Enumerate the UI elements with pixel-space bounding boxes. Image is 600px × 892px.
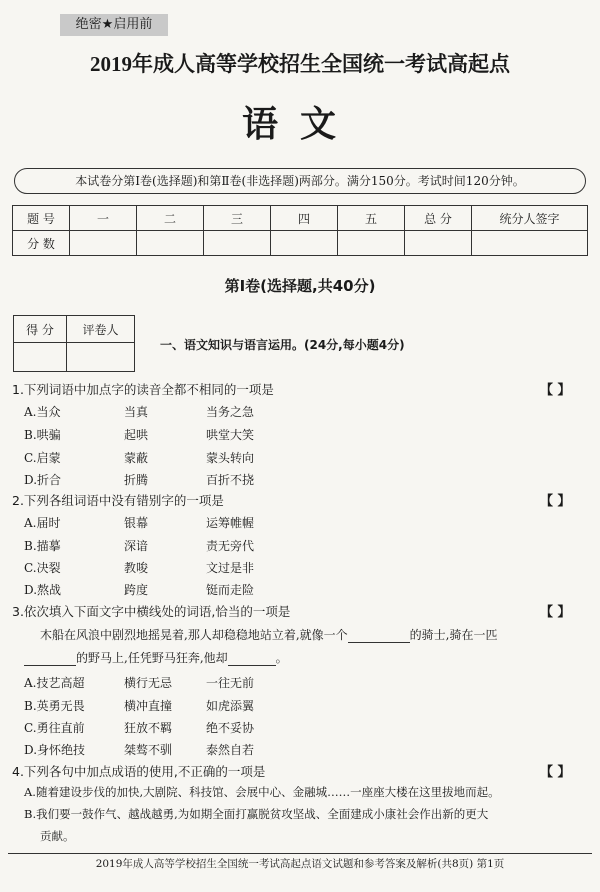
question-3-stem: 3.依次填入下面文字中横线处的词语,恰当的一项是 bbox=[12, 604, 291, 619]
answer-bracket[interactable]: 【 】 bbox=[540, 494, 571, 509]
grader-score-cell[interactable] bbox=[14, 343, 67, 372]
score-header-cell: 总 分 bbox=[405, 206, 472, 231]
q3-option-word: 一往无前 bbox=[206, 676, 255, 690]
score-header-cell: 统分人签字 bbox=[472, 206, 588, 231]
grader-name-label: 评卷人 bbox=[66, 316, 134, 343]
answer-bracket[interactable]: 【 】 bbox=[540, 383, 571, 398]
score-table bbox=[12, 205, 588, 256]
q3-passage-text: 的野马上,任凭野马狂奔,他却 bbox=[76, 651, 228, 665]
q1-option-b[interactable]: B.哄骗 bbox=[24, 428, 61, 442]
q2-option-a[interactable]: A.届时 bbox=[24, 516, 61, 530]
q2-option-word: 运筹帷幄 bbox=[206, 516, 255, 530]
section-heading: 一、语文知识与语言运用。(24分,每小题4分) bbox=[160, 338, 405, 352]
q3-option-b[interactable]: B.英勇无畏 bbox=[24, 699, 85, 713]
q3-passage-line-2 bbox=[24, 649, 288, 666]
score-cell[interactable] bbox=[338, 231, 405, 256]
answer-bracket[interactable]: 【 】 bbox=[540, 765, 571, 780]
score-cell[interactable] bbox=[405, 231, 472, 256]
q3-blank-3 bbox=[228, 651, 276, 666]
q1-option-c[interactable]: C.启蒙 bbox=[24, 451, 61, 465]
exam-title: 2019年成人高等学校招生全国统一考试高起点 bbox=[90, 52, 510, 76]
score-row-label: 分 数 bbox=[13, 231, 70, 256]
footer-divider bbox=[8, 853, 592, 854]
score-table-score-row bbox=[13, 231, 588, 256]
q1-option-word: 蒙头转向 bbox=[206, 451, 255, 465]
q3-option-word: 绝不妥协 bbox=[206, 721, 255, 735]
q2-option-word: 责无旁代 bbox=[206, 539, 255, 553]
grader-table bbox=[13, 315, 135, 372]
q3-option-word: 横行无忌 bbox=[124, 676, 173, 690]
score-cell[interactable] bbox=[472, 231, 588, 256]
q3-option-word: 狂放不羁 bbox=[124, 721, 173, 735]
score-header-cell: 五 bbox=[338, 206, 405, 231]
q2-option-word: 深谙 bbox=[124, 539, 149, 553]
q2-option-word: 跨度 bbox=[124, 583, 149, 597]
score-table-header-row bbox=[13, 206, 588, 231]
question-1-stem: 1.下列词语中加点字的读音全都不相同的一项是 bbox=[12, 382, 274, 397]
score-cell[interactable] bbox=[137, 231, 204, 256]
confidential-label: 绝密★启用前 bbox=[60, 14, 168, 36]
question-4-stem: 4.下列各句中加点成语的使用,不正确的一项是 bbox=[12, 764, 266, 779]
score-header-cell: 一 bbox=[70, 206, 137, 231]
q3-option-word: 如虎添翼 bbox=[206, 699, 255, 713]
q3-passage-text: 木船在风浪中剧烈地摇晃着,那人却稳稳地站立着,就像一个 bbox=[40, 628, 348, 642]
q2-option-d[interactable]: D.熬战 bbox=[24, 583, 62, 597]
score-cell[interactable] bbox=[271, 231, 338, 256]
q2-option-word: 教唆 bbox=[124, 561, 149, 575]
q1-option-word: 蒙蔽 bbox=[124, 451, 149, 465]
score-cell[interactable] bbox=[70, 231, 137, 256]
part1-title: 第Ⅰ卷(选择题,共40分) bbox=[224, 277, 376, 295]
q1-option-word: 折腾 bbox=[124, 473, 149, 487]
q1-option-word: 当真 bbox=[124, 405, 149, 419]
q4-option-b-continued: 贡献。 bbox=[40, 829, 75, 843]
score-header-cell: 四 bbox=[271, 206, 338, 231]
q3-option-word: 横冲直撞 bbox=[124, 699, 173, 713]
score-header-cell: 二 bbox=[137, 206, 204, 231]
page-footer: 2019年成人高等学校招生全国统一考试高起点语文试题和参考答案及解析(共8页) 第1页 bbox=[95, 858, 505, 870]
q3-blank-1 bbox=[348, 628, 410, 643]
grader-score-label: 得 分 bbox=[14, 316, 67, 343]
q3-option-d[interactable]: D.身怀绝技 bbox=[24, 743, 86, 757]
score-cell[interactable] bbox=[204, 231, 271, 256]
q3-option-word: 桀骜不驯 bbox=[124, 743, 173, 757]
q3-option-word: 泰然自若 bbox=[206, 743, 255, 757]
q2-option-b[interactable]: B.描摹 bbox=[24, 539, 61, 553]
q1-option-word: 哄堂大笑 bbox=[206, 428, 255, 442]
question-2-stem: 2.下列各组词语中没有错别字的一项是 bbox=[12, 493, 224, 508]
q3-option-c[interactable]: C.勇往直前 bbox=[24, 721, 85, 735]
q4-option-a[interactable]: A.随着建设步伐的加快,大剧院、科技馆、会展中心、金融城……一座座大楼在这里拔地而起。 bbox=[24, 785, 500, 799]
q2-option-c[interactable]: C.决裂 bbox=[24, 561, 61, 575]
q3-passage-line-1 bbox=[40, 626, 497, 643]
q1-option-a[interactable]: A.当众 bbox=[24, 405, 61, 419]
q1-option-word: 当务之急 bbox=[206, 405, 255, 419]
q1-option-word: 起哄 bbox=[124, 428, 149, 442]
q2-option-word: 银幕 bbox=[124, 516, 149, 530]
score-header-cell: 题 号 bbox=[13, 206, 70, 231]
q3-option-a[interactable]: A.技艺高超 bbox=[24, 676, 85, 690]
q1-option-word: 百折不挠 bbox=[206, 473, 255, 487]
q3-passage-text: 的骑士,骑在一匹 bbox=[409, 628, 498, 642]
exam-info-box: 本试卷分第Ⅰ卷(选择题)和第Ⅱ卷(非选择题)两部分。满分150分。考试时间120分钟。 bbox=[14, 168, 586, 194]
subject-title: 语文 bbox=[241, 104, 358, 145]
q3-blank-2 bbox=[24, 651, 76, 666]
grader-name-cell[interactable] bbox=[66, 343, 134, 372]
answer-bracket[interactable]: 【 】 bbox=[540, 605, 571, 620]
q2-option-word: 文过是非 bbox=[206, 561, 255, 575]
q3-passage-text: 。 bbox=[275, 651, 288, 665]
q4-option-b[interactable]: B.我们要一鼓作气、越战越勇,为如期全面打赢脱贫攻坚战、全面建成小康社会作出新的更大 bbox=[24, 807, 489, 821]
q1-option-d[interactable]: D.折合 bbox=[24, 473, 62, 487]
score-header-cell: 三 bbox=[204, 206, 271, 231]
q2-option-word: 铤而走险 bbox=[206, 583, 255, 597]
